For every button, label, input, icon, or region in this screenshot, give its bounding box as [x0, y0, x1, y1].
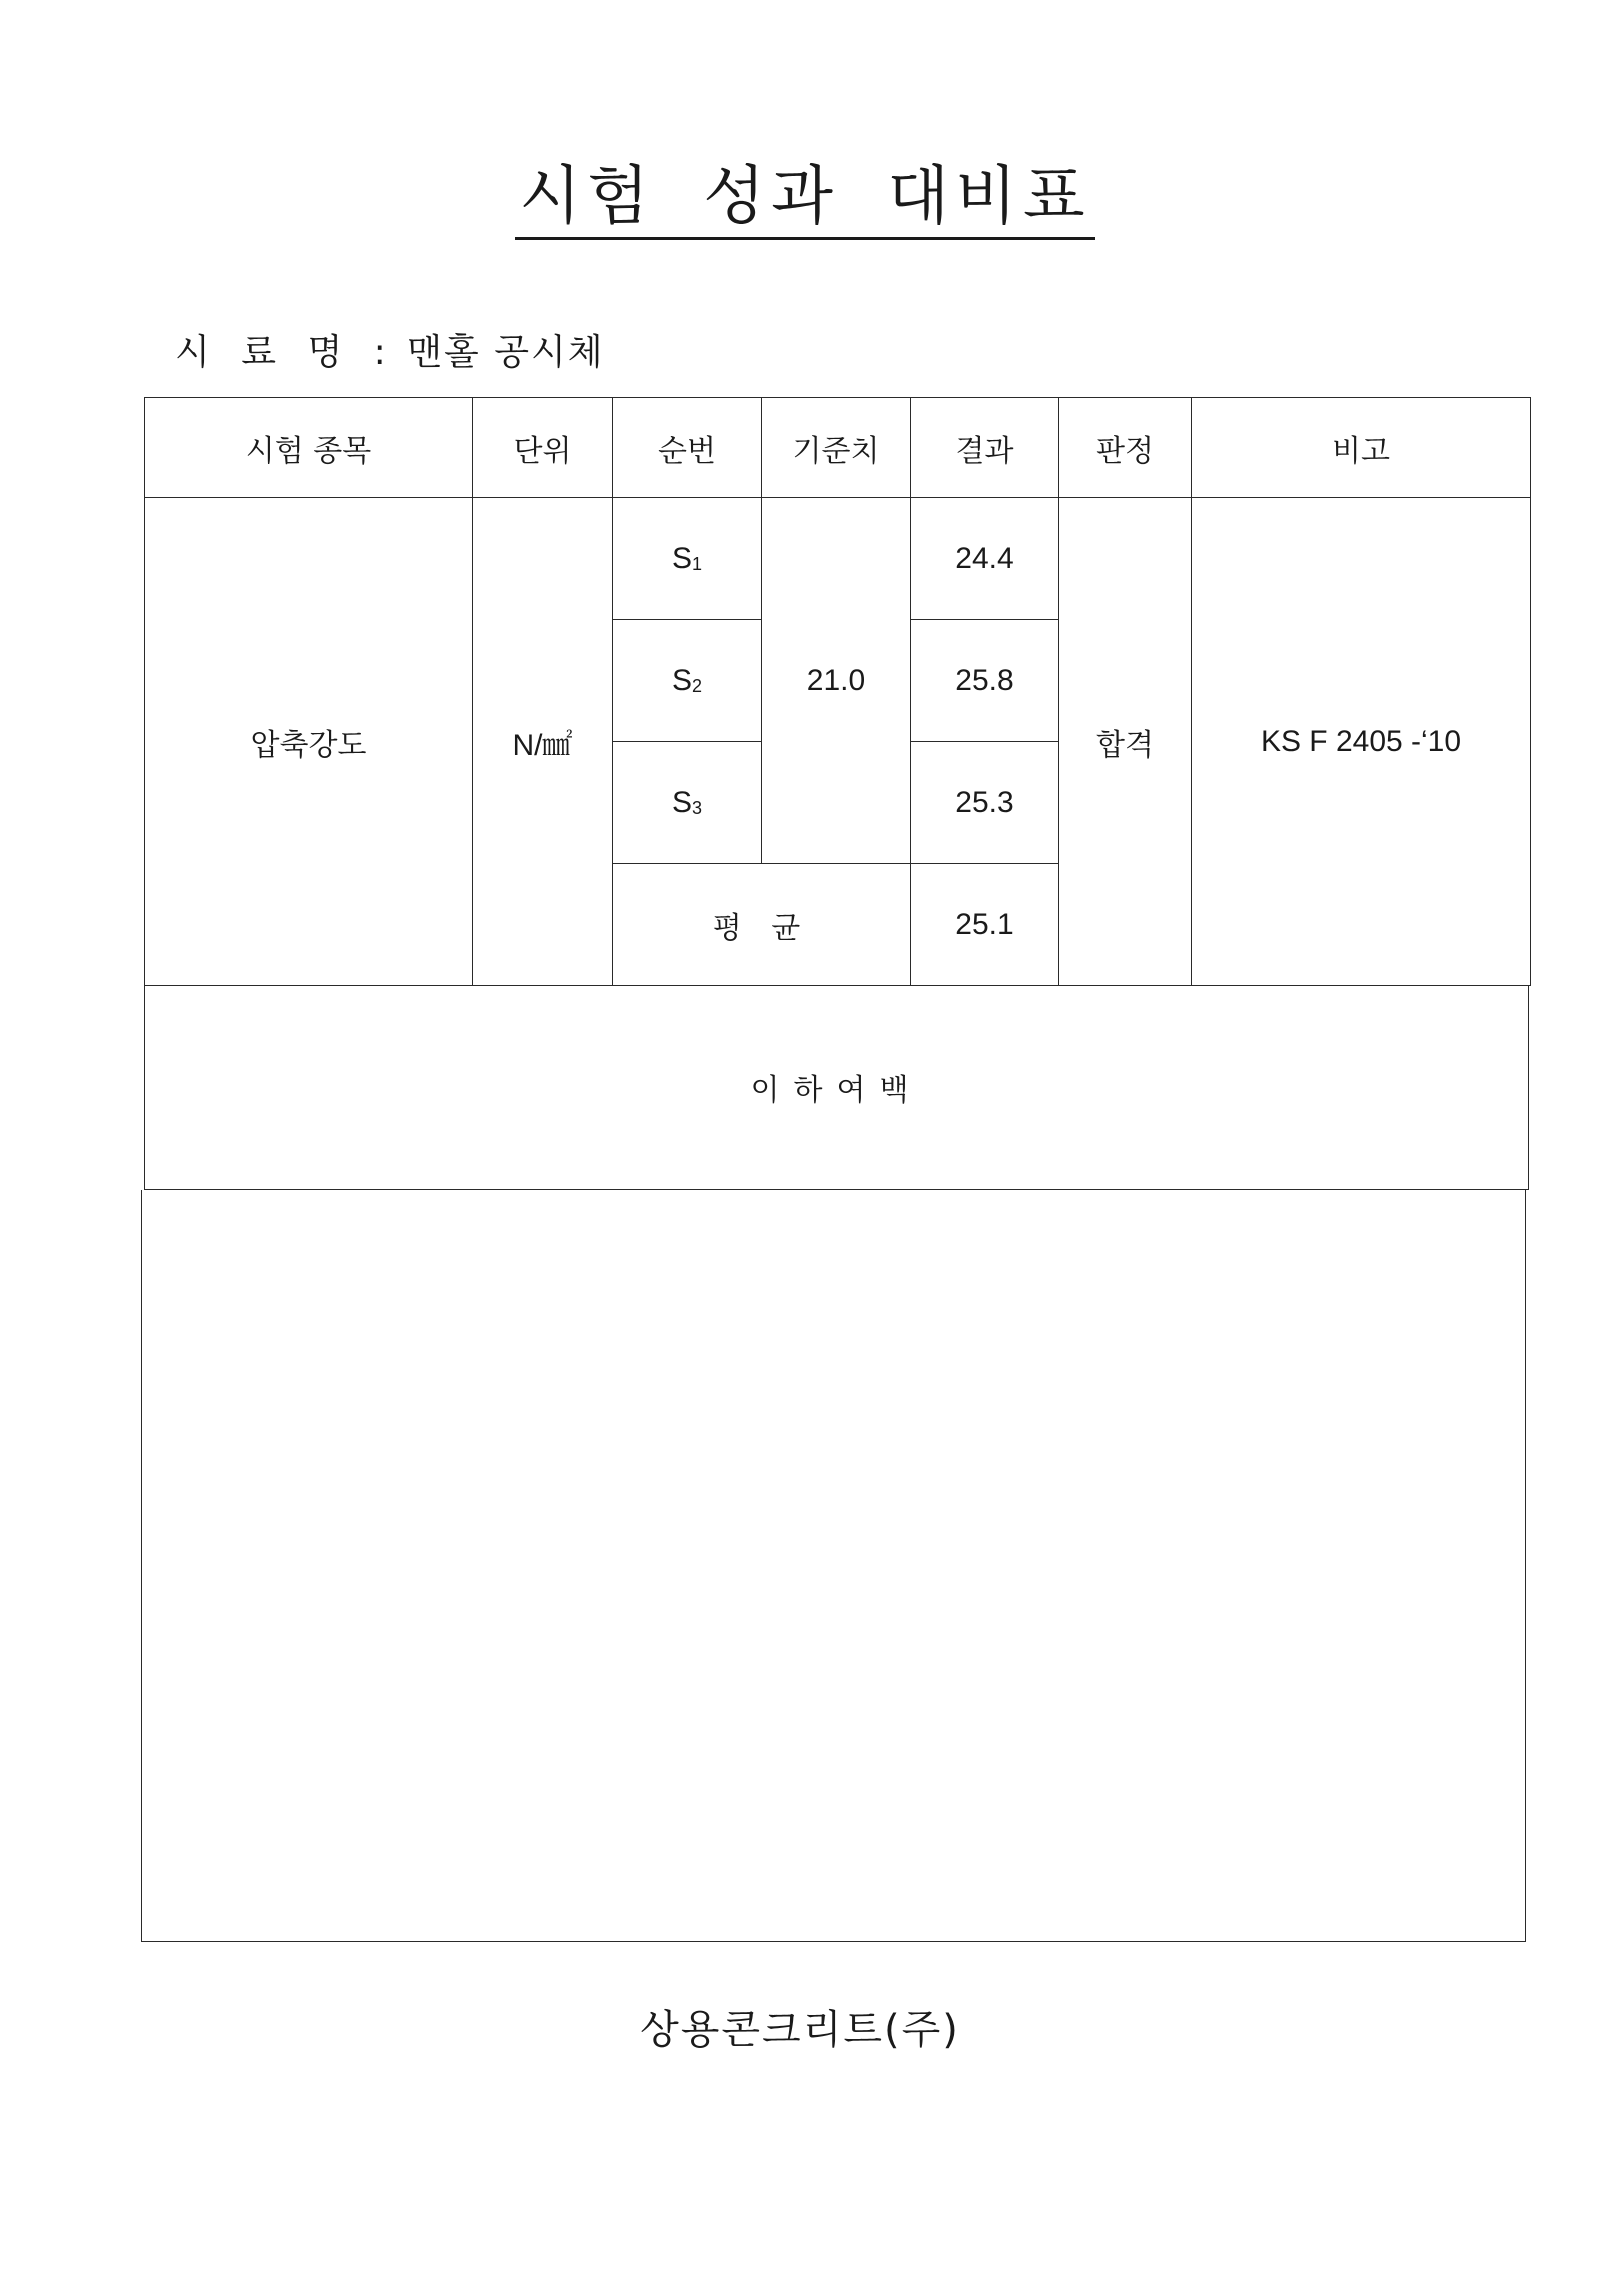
page-title-text: 시험 성과 대비표: [515, 165, 1094, 240]
seq-cell: [613, 620, 762, 742]
average-label: 평 균: [613, 864, 911, 986]
header-standard: 기준치: [762, 398, 911, 498]
seq-letter: S: [671, 785, 692, 819]
standard-cell: 21.0: [762, 498, 911, 864]
blank-note-row: [144, 985, 1529, 1190]
results-table: [144, 397, 1531, 986]
seq-letter: S: [671, 541, 692, 575]
header-seq: 순번: [613, 398, 762, 498]
sample-name-line: [175, 332, 605, 373]
header-test-item: 시험 종목: [145, 398, 473, 498]
table-row: [145, 498, 1531, 620]
seq-subscript: 3: [692, 797, 703, 818]
seq-cell: [613, 498, 762, 620]
seq-subscript: 2: [692, 675, 703, 696]
seq-cell: [613, 742, 762, 864]
table-header-row: [145, 398, 1531, 498]
header-result: 결과: [911, 398, 1059, 498]
header-unit: 단위: [473, 398, 613, 498]
judgment-cell: 합격: [1059, 498, 1192, 986]
test-item-cell: 압축강도: [145, 498, 473, 986]
unit-cell: N/㎟: [473, 498, 613, 986]
result-cell: 25.8: [911, 620, 1059, 742]
header-judgment: 판정: [1059, 398, 1192, 498]
result-cell: 25.3: [911, 742, 1059, 864]
seq-letter: S: [671, 663, 692, 697]
page-title: [0, 160, 1600, 240]
seq-subscript: 1: [692, 553, 703, 574]
empty-area: [141, 1190, 1526, 1942]
header-remarks: 비고: [1192, 398, 1531, 498]
average-value: 25.1: [911, 864, 1059, 986]
sample-name-label: 시 료 명 :: [175, 332, 396, 373]
remarks-cell: KS F 2405 -‘10: [1192, 498, 1531, 986]
result-cell: 24.4: [911, 498, 1059, 620]
company-name: 상용콘크리트(주): [640, 2007, 960, 2053]
blank-note-text: 이하여백: [750, 1073, 923, 1108]
sample-name-value: 맨홀 공시체: [407, 332, 605, 373]
